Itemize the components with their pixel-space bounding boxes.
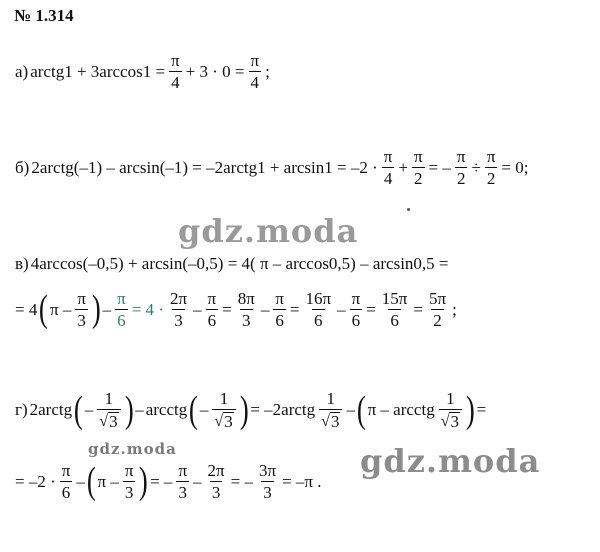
part-c-line-1 [14, 254, 450, 274]
operator: = [476, 400, 487, 419]
paren-open: ( [86, 460, 96, 503]
paren-close: ) [239, 388, 249, 431]
part-c-expression: 4arccos(–0,5) + arcsin(–0,5) = 4( π – arccos0,5) – arcsin0,5 = [30, 254, 449, 273]
operator: = – [150, 471, 173, 491]
paren-close: ) [124, 388, 134, 431]
part-b-end: = 0; [501, 157, 529, 177]
term: = –2arctg [250, 400, 316, 419]
term: arcctg [145, 400, 188, 419]
fraction: $\frac{\pi}{3}$ [124, 461, 134, 502]
fraction: $\frac{3\pi}{3}$ [258, 461, 277, 502]
part-b-expression: 2arctg(–1) – arcsin(–1) = –2arctg1 + arcsin1 = –2 · [31, 157, 378, 177]
fraction: $\frac{\pi}{4}$ [250, 51, 260, 92]
operator: – [260, 299, 270, 319]
part-c-label: в) [15, 254, 29, 273]
operator: – [102, 299, 112, 319]
fraction: 1 √ 3 [97, 390, 120, 430]
fraction: $\frac{2\pi}{3}$ [207, 461, 225, 502]
operator: – [346, 400, 355, 419]
term: π – [97, 471, 119, 491]
operator: – [337, 299, 346, 319]
paren-open: ( [189, 388, 199, 431]
part-a-end: ; [265, 61, 270, 81]
watermark: gdz.moda [88, 440, 177, 458]
stray-dot [407, 208, 410, 211]
part-a-line [14, 52, 271, 91]
operator: + [398, 157, 408, 177]
operator: – [84, 400, 94, 419]
term: π – [50, 299, 72, 319]
paren-open: ( [74, 388, 83, 431]
fraction: $\frac{\pi}{6}$ [61, 461, 71, 502]
operator: = 4 [15, 299, 38, 319]
term: 2arctg [29, 400, 73, 419]
fraction: $\frac{\pi}{6}$ [117, 289, 126, 330]
fraction: 1 √ 3 [439, 390, 462, 430]
punctuation: ; [452, 299, 457, 319]
fraction: $\frac{\pi}{6}$ [351, 289, 361, 330]
operator: – [135, 400, 144, 419]
fraction: $\frac{\pi}{6}$ [275, 289, 284, 330]
part-a-mid: + 3 · 0 = [185, 61, 245, 81]
term: π – arcctg [367, 400, 435, 419]
fraction: $\frac{\pi}{4}$ [171, 51, 180, 92]
paren-close: ) [465, 388, 475, 431]
fraction: $\frac{\pi}{2}$ [413, 147, 423, 188]
fraction: $\frac{2\pi}{3}$ [169, 289, 188, 330]
part-d-label: г) [15, 400, 28, 419]
fraction: $\frac{\pi}{4}$ [383, 147, 393, 188]
operator: ÷ [471, 157, 481, 177]
fraction: $\frac{\pi}{6}$ [207, 289, 217, 330]
fraction: $\frac{15\pi}{6}$ [381, 289, 408, 330]
paren-open: ( [356, 388, 366, 431]
paren-close: ) [91, 288, 101, 331]
part-b-line [14, 148, 529, 187]
term: = –π . [282, 471, 322, 491]
fraction: $\frac{\pi}{3}$ [178, 461, 188, 502]
operator: – [76, 471, 85, 491]
operator: – [193, 299, 202, 319]
part-b-label: б) [15, 157, 30, 177]
fraction: $\frac{16\pi}{6}$ [305, 289, 332, 330]
part-d-line-2 [14, 462, 322, 501]
operator: = [222, 299, 232, 319]
operator: = – [230, 471, 253, 491]
paren-open: ( [39, 288, 49, 331]
operator: – [199, 400, 209, 419]
operator: = [289, 299, 300, 319]
fraction: $\frac{\pi}{2}$ [486, 147, 496, 188]
fraction: $\frac{5\pi}{2}$ [428, 289, 447, 330]
part-d-line-1 [14, 390, 487, 430]
watermark: gdz.moda [178, 212, 359, 250]
operator: = 4 · [131, 299, 164, 319]
part-c-line-2 [14, 290, 458, 329]
term: = –2 · [15, 471, 56, 491]
paren-close: ) [139, 460, 149, 503]
fraction: $\frac{\pi}{3}$ [77, 289, 86, 330]
part-a-expression: arctg1 + 3arccos1 = [30, 61, 166, 81]
operator: = [413, 299, 423, 319]
fraction: $\frac{8\pi}{3}$ [237, 289, 255, 330]
fraction: 1 √ 3 [319, 390, 342, 430]
operator: = [366, 299, 376, 319]
operator: = – [428, 157, 451, 177]
fraction: $\frac{\pi}{2}$ [456, 147, 466, 188]
fraction: 1 √ 3 [212, 390, 235, 430]
part-a-label: а) [15, 61, 29, 81]
problem-number: № 1.314 [14, 6, 74, 25]
watermark: gdz.moda [360, 442, 541, 480]
operator: – [193, 471, 202, 491]
